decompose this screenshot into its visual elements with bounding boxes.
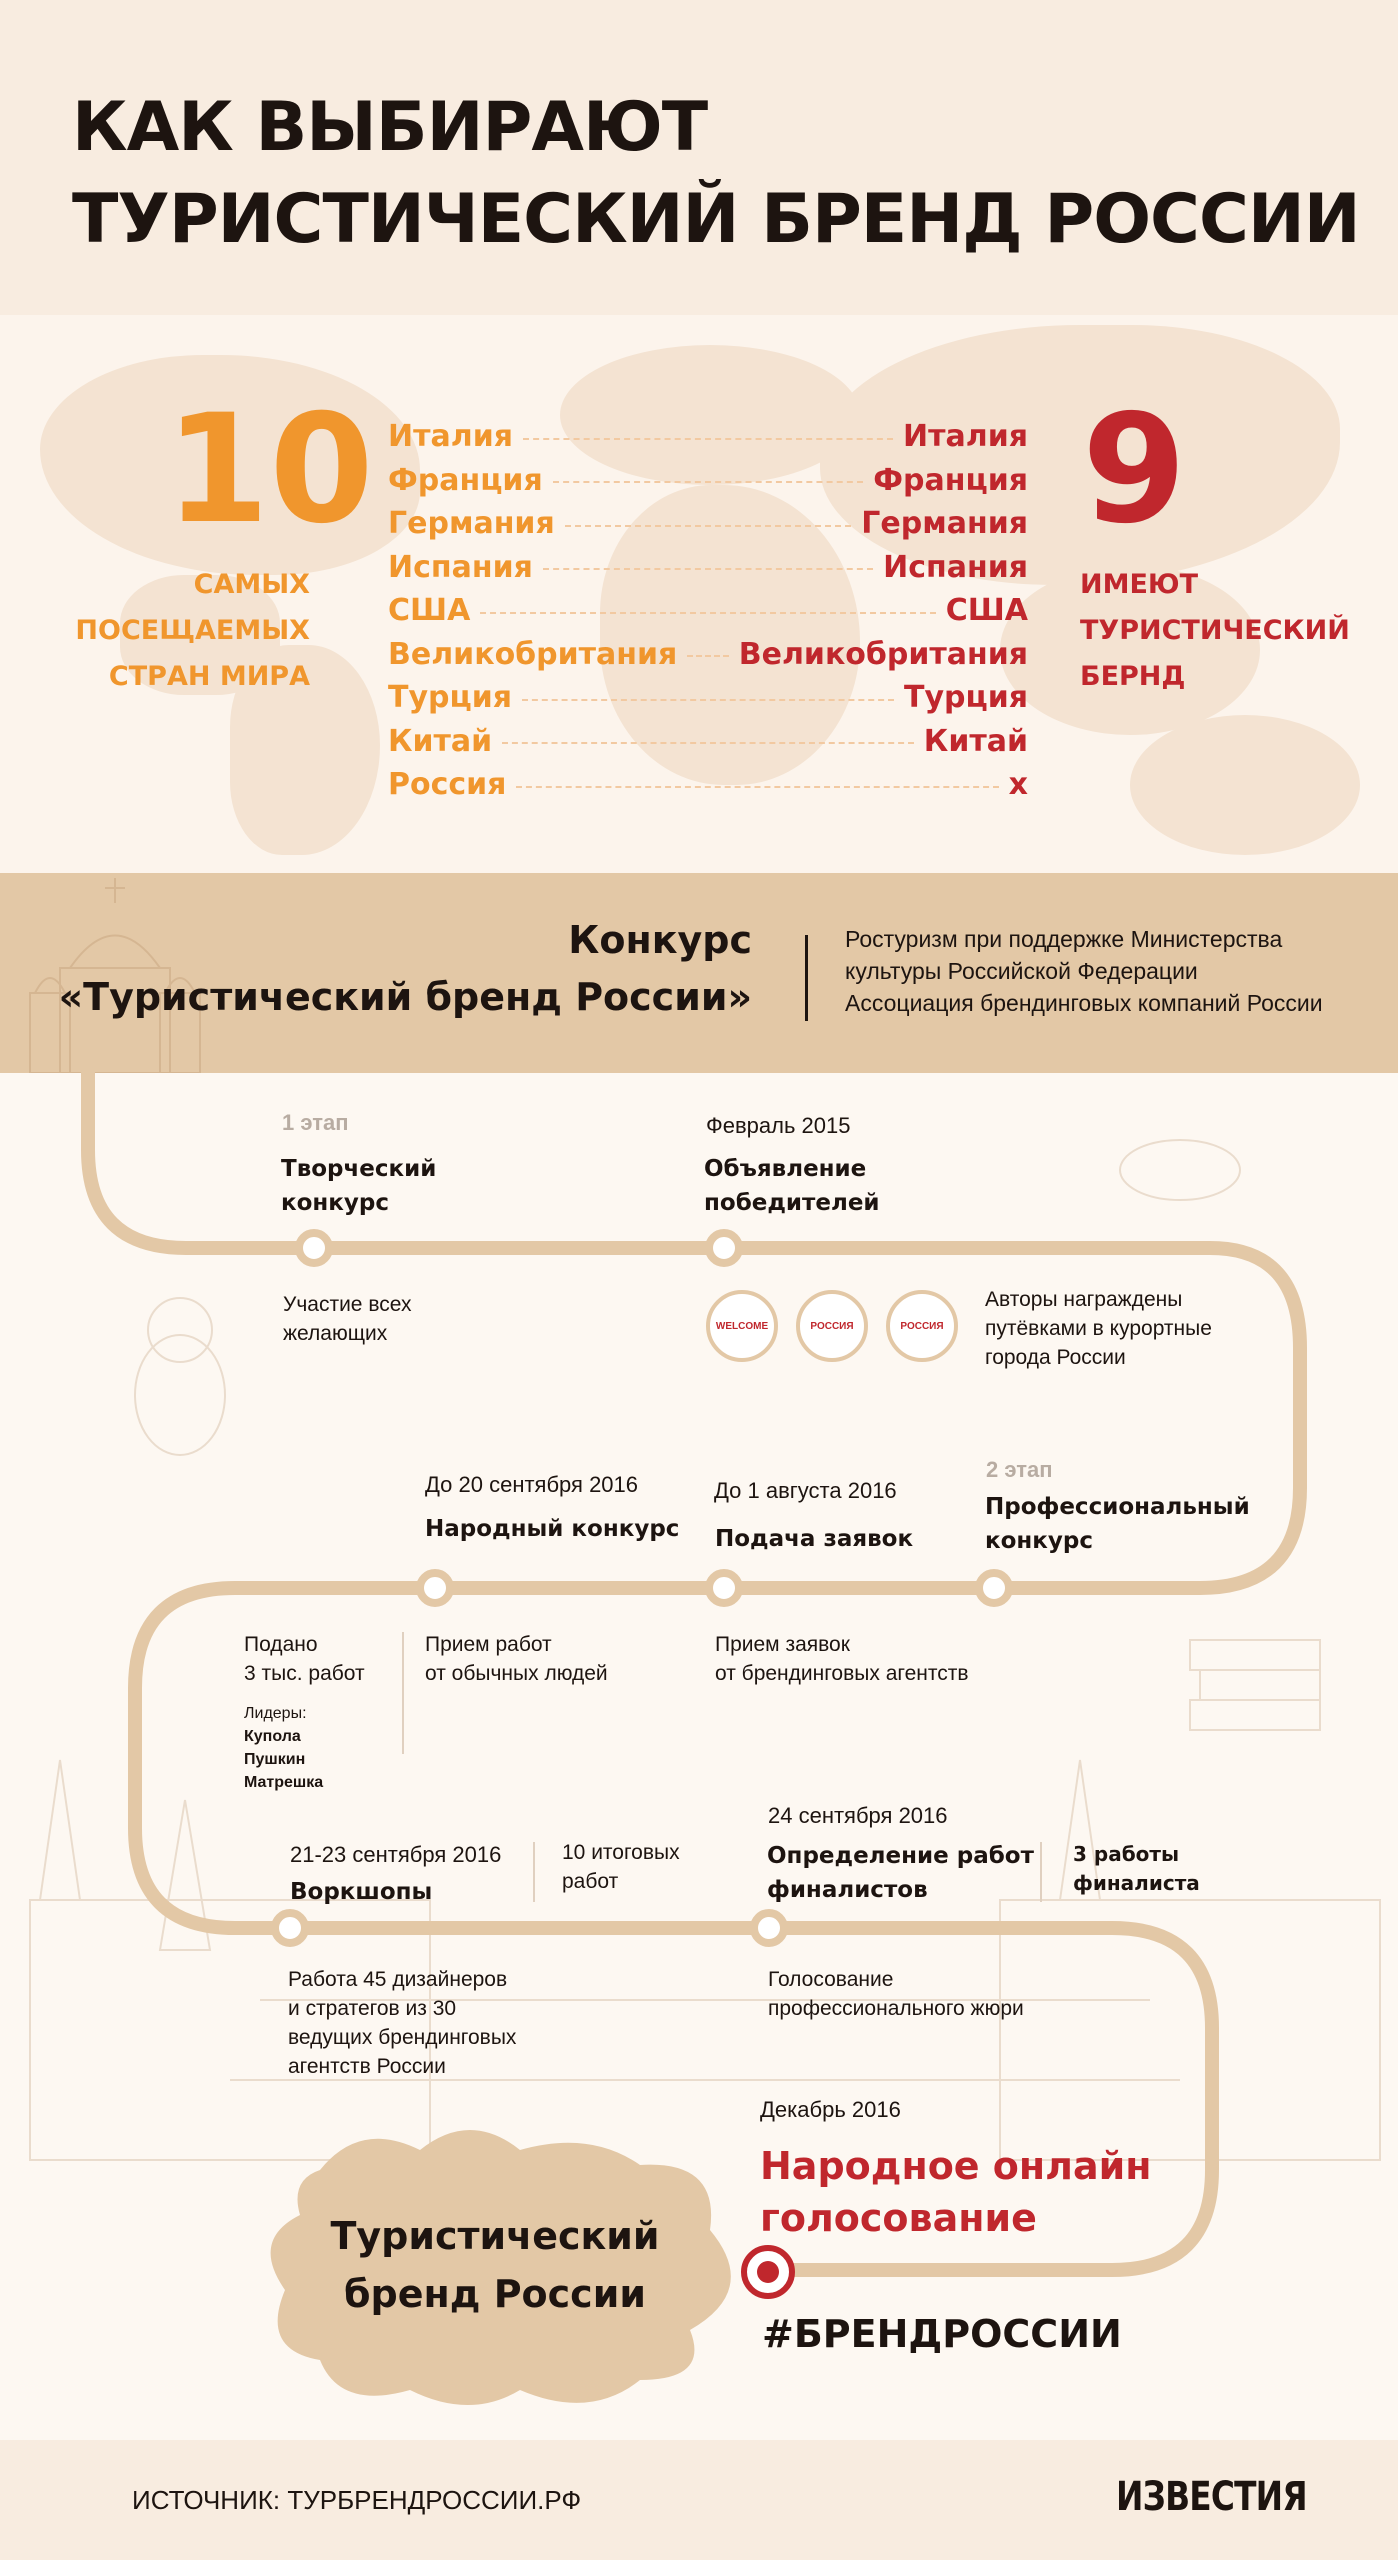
stage1-heading [281, 1152, 436, 1220]
winners-heading-line-2: победителей [704, 1190, 880, 1216]
hashtag: #БРЕНДРОССИИ [762, 2312, 1122, 2356]
stage1-label: 1 этап [282, 1110, 349, 1135]
final-voting-line-2: голосование [760, 2196, 1037, 2240]
finalists-date: 24 сентября 2016 [768, 1803, 948, 1828]
brand-label-line-2: ТУРИСТИЧЕСКИЙ [1080, 615, 1350, 646]
finalists-count [1073, 1840, 1200, 1898]
organizer-line-2: культуры Российской Федерации [845, 958, 1198, 984]
winners-body [985, 1285, 1212, 1372]
country-left: Германия [388, 506, 555, 542]
winners-heading-line-1: Объявление [704, 1156, 867, 1182]
result-brand-label [300, 2207, 690, 2323]
result-line-2: бренд России [344, 2272, 646, 2316]
country-right: Германия [861, 506, 1028, 542]
stage2-label: 2 этап [986, 1457, 1053, 1482]
winners-body-line-3: города России [985, 1346, 1126, 1369]
country-right: Китай [923, 723, 1028, 759]
submitted-line-1: Подано [244, 1633, 318, 1656]
finalists-heading-line-1: Определение работ [767, 1843, 1034, 1869]
visited-label-line-2: ПОСЕЩАЕМЫХ [75, 615, 310, 646]
country-left: Испания [388, 549, 533, 585]
visited-countries-number: 10 [165, 383, 374, 557]
country-left: Великобритания [388, 636, 678, 672]
leaders-list [244, 1702, 323, 1794]
visited-label-line-3: СТРАН МИРА [108, 661, 310, 692]
contest-title-line-1: Конкурс [568, 918, 752, 962]
country-right: Великобритания [738, 636, 1028, 672]
country-left: Россия [388, 767, 507, 803]
brand-label-line-1: ИМЕЮТ [1080, 569, 1199, 600]
finalists-body-line-1: Голосование [768, 1968, 894, 1991]
country-left: Турция [388, 680, 513, 716]
country-right: Турция [903, 680, 1028, 716]
winners-body-line-2: путёвками в курортные [985, 1317, 1212, 1340]
stage2-heading-line-2: конкурс [985, 1528, 1094, 1554]
final-works-line-2: работ [562, 1870, 619, 1893]
country-right: Испания [883, 549, 1028, 585]
people-contest-date: До 20 сентября 2016 [425, 1472, 639, 1497]
stage1-body [283, 1290, 411, 1348]
final-voting-line-1: Народное онлайн [760, 2144, 1152, 2188]
title-line-2: ТУРИСТИЧЕСКИЙ БРЕНД РОССИИ [72, 180, 1360, 259]
winners-body-line-1: Авторы награждены [985, 1288, 1183, 1311]
country-right: Италия [903, 419, 1028, 455]
brand-countries-number: 9 [1082, 383, 1187, 557]
country-right: США [945, 593, 1028, 629]
leader-item: Матрешка [244, 1774, 324, 1791]
workshops-body-line-4: агентств России [288, 2055, 446, 2078]
finalists-body [768, 1965, 1024, 2023]
result-line-1: Туристический [330, 2214, 660, 2258]
source-label: ИСТОЧНИК: ТУРБРЕНДРОССИИ.РФ [132, 2485, 582, 2515]
people-contest-body [425, 1630, 608, 1688]
applications-date: До 1 августа 2016 [714, 1478, 897, 1503]
stage2-heading-line-1: Профессиональный [985, 1494, 1250, 1520]
winning-logos [706, 1290, 958, 1362]
divider [1040, 1842, 1042, 1902]
workshops-body-line-1: Работа 45 дизайнеров [288, 1968, 508, 1991]
stage1-body-line-2: желающих [283, 1322, 388, 1345]
workshops-body [288, 1965, 516, 2081]
applications-body-line-1: Прием заявок [715, 1633, 850, 1656]
submitted-works [244, 1630, 365, 1688]
leader-item: Купола [244, 1728, 301, 1745]
final-works-line-1: 10 итоговых [562, 1841, 680, 1864]
country-left: Италия [388, 419, 513, 455]
submitted-line-2: 3 тыс. работ [244, 1662, 365, 1685]
finalists-body-line-2: профессионального жюри [768, 1997, 1024, 2020]
contest-title-line-2: «Туристический бренд России» [58, 975, 752, 1019]
izvestia-logo: ИЗВЕСТИЯ [1116, 2474, 1307, 2520]
country-left: Франция [388, 462, 543, 498]
winners-date: Февраль 2015 [706, 1113, 851, 1138]
divider [533, 1842, 535, 1902]
title-line-1: КАК ВЫБИРАЮТ [72, 88, 708, 167]
people-body-line-2: от обычных людей [425, 1662, 608, 1685]
applications-body [715, 1630, 969, 1688]
country-right: х [1008, 767, 1028, 803]
finalists-heading [767, 1839, 1034, 1907]
workshops-heading: Воркшопы [290, 1879, 433, 1905]
final-works-count [562, 1838, 680, 1896]
divider [402, 1632, 404, 1754]
country-right: Франция [873, 462, 1028, 498]
workshops-date: 21-23 сентября 2016 [290, 1842, 502, 1867]
organizer-line-3: Ассоциация брендинговых компаний России [845, 990, 1323, 1016]
welcome-logo-medal: WELCOME [706, 1290, 778, 1362]
people-contest-heading: Народный конкурс [425, 1516, 680, 1542]
stage1-body-line-1: Участие всех [283, 1293, 412, 1316]
workshops-body-line-3: ведущих брендинговых [288, 2026, 517, 2049]
russia-mosaic-logo-medal: РОССИЯ [886, 1290, 958, 1362]
applications-body-line-2: от брендинговых агентств [715, 1662, 969, 1685]
people-body-line-1: Прием работ [425, 1633, 552, 1656]
visited-label-line-1: САМЫХ [193, 569, 310, 600]
leaders-label: Лидеры: [244, 1705, 307, 1722]
finalists-count-line-1: 3 работы [1073, 1842, 1180, 1866]
final-voting-date: Декабрь 2016 [760, 2097, 901, 2122]
winners-heading [704, 1152, 880, 1220]
workshops-body-line-2: и стратегов из 30 [288, 1997, 457, 2020]
finalists-heading-line-2: финалистов [767, 1877, 928, 1903]
applications-heading: Подача заявок [715, 1526, 914, 1552]
brand-label-line-3: БЕРНД [1080, 661, 1186, 692]
country-left: Китай [388, 723, 493, 759]
russia-logo-medal: РОССИЯ [796, 1290, 868, 1362]
stage1-heading-line-1: Творческий [281, 1156, 437, 1182]
finalists-count-line-2: финалиста [1073, 1871, 1200, 1895]
organizer-line-1: Ростуризм при поддержке Министерства [845, 926, 1283, 952]
stage2-heading [985, 1490, 1250, 1558]
stage1-heading-line-2: конкурс [281, 1190, 390, 1216]
country-left: США [388, 593, 471, 629]
final-voting-heading [760, 2140, 1152, 2244]
leader-item: Пушкин [244, 1751, 306, 1768]
